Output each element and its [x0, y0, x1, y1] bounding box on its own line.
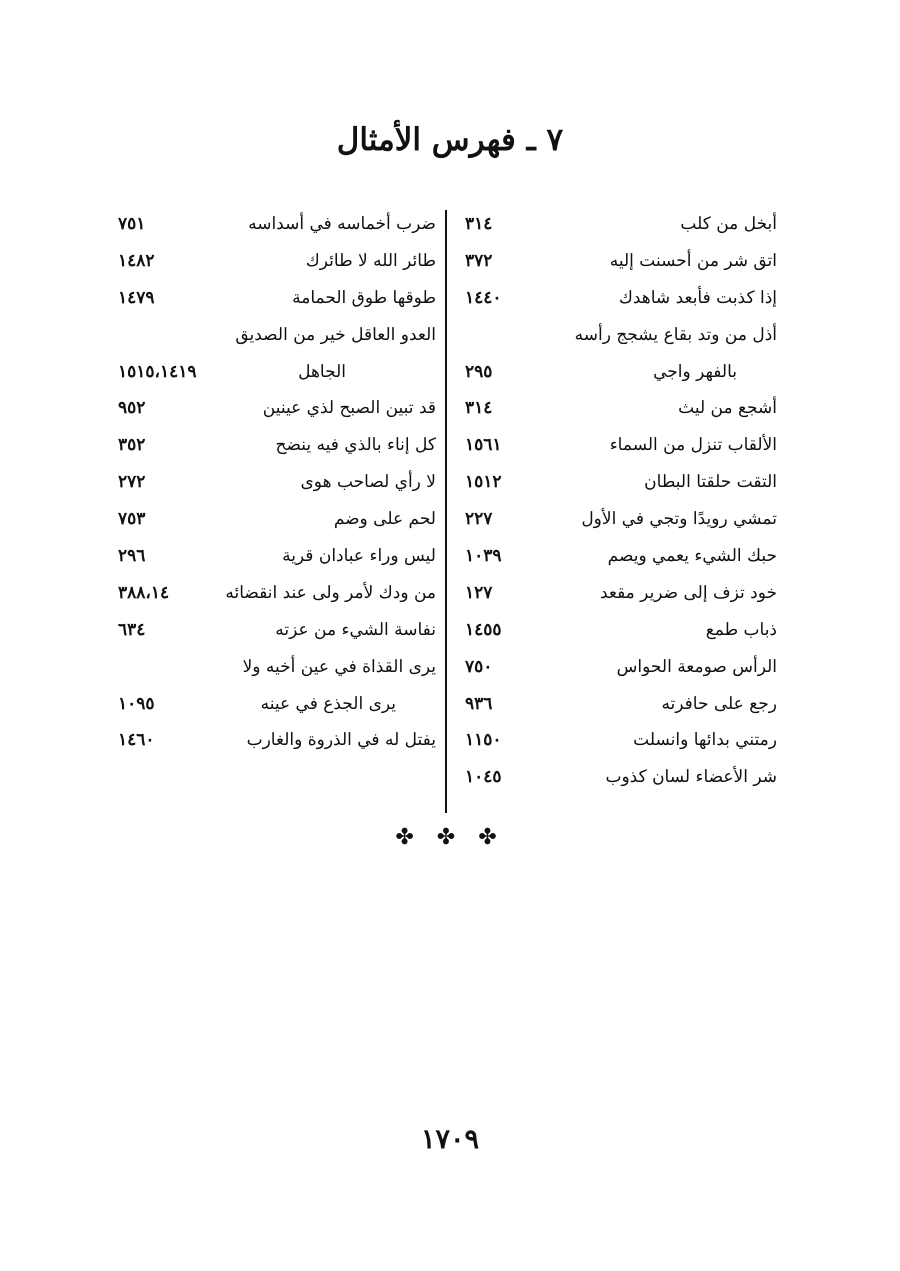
index-entry-continuation: [118, 686, 436, 723]
index-entry: [118, 206, 436, 243]
entry-page: ٢٩٥: [465, 361, 493, 382]
entry-page: ١٢٧: [465, 582, 493, 603]
page-title: ٧ ـ فهرس الأمثال: [336, 122, 564, 158]
index-entry: [455, 206, 777, 243]
entry-text: لا رأي لصاحب هوى: [300, 472, 436, 493]
entry-page: ٧٥٣: [118, 509, 146, 530]
entry-page: ٩٣٦: [465, 693, 493, 714]
column-divider: [445, 210, 447, 813]
entry-text: الألقاب تنزل من السماء: [609, 435, 777, 456]
entry-page: ١٥١٢: [465, 472, 502, 493]
entry-page: ٣١٤: [465, 398, 493, 419]
entry-text: اتق شر من أحسنت إليه: [609, 250, 777, 271]
entry-text: يرى الجذع في عينه: [260, 693, 396, 714]
entry-text: طائر الله لا طائرك: [305, 250, 436, 271]
index-entry: [455, 390, 777, 427]
entry-page: ١٤٦٠: [118, 730, 155, 751]
entry-text: لحم على وضم: [333, 509, 436, 530]
entry-page: ٢٧٢: [118, 472, 146, 493]
left-column: [118, 206, 436, 759]
index-entry: [455, 501, 777, 538]
entry-page: ٢٢٧: [465, 509, 493, 530]
entry-page: ١٥٦١: [465, 435, 502, 456]
entry-text: تمشي رويدًا وتجي في الأول: [581, 509, 777, 530]
entry-page: ١٠٣٩: [465, 546, 502, 567]
entry-page: ١٠٩٥: [118, 693, 155, 714]
index-entry: [455, 649, 777, 686]
index-entry: [455, 243, 777, 280]
entry-page: ١٤٤٠: [465, 287, 502, 308]
entry-page: ١٤٥٥: [465, 619, 502, 640]
entry-page: ٣٧٢: [465, 250, 493, 271]
entry-text: الرأس صومعة الحواس: [616, 656, 777, 677]
entry-page: ١٤٧٩: [118, 287, 155, 308]
entry-text: ليس وراء عبادان قرية: [282, 546, 436, 567]
index-entry: [455, 427, 777, 464]
entry-page: ١٠٤٥: [465, 767, 502, 788]
entry-text: طوقها طوق الحمامة: [292, 287, 436, 308]
index-entry: [118, 575, 436, 612]
entry-text: الجاهل: [298, 361, 346, 382]
entry-text: رجع على حافرته: [661, 693, 777, 714]
index-entry: [455, 612, 777, 649]
index-entry: [118, 280, 436, 317]
entry-page: ٩٥٢: [118, 398, 146, 419]
entry-text: كل إناء بالذي فيه ينضح: [275, 435, 436, 456]
index-entry: [118, 427, 436, 464]
index-entry: [118, 243, 436, 280]
entry-page: ٢٩٦: [118, 546, 146, 567]
entry-text: شر الأعضاء لسان كذوب: [605, 767, 777, 788]
entry-text: يفتل له في الذروة والغارب: [246, 730, 436, 751]
index-entry: [118, 317, 436, 354]
entry-text: قد تبين الصبح لذي عينين: [262, 398, 436, 419]
entry-text: أشجع من ليث: [678, 398, 777, 419]
entry-text: التقت حلقتا البطان: [644, 472, 777, 493]
entry-text: يرى القذاة في عين أخيه ولا: [242, 656, 436, 677]
entry-page: ٦٣٤: [118, 619, 146, 640]
index-entry: [118, 538, 436, 575]
entry-text: أذل من وتد بقاع يشجج رأسه: [574, 324, 777, 345]
entry-page: ١١٥٠: [465, 730, 502, 751]
index-entry: [455, 575, 777, 612]
entry-text: العدو العاقل خير من الصديق: [235, 324, 436, 345]
entry-text: ضرب أخماسه في أسداسه: [248, 214, 436, 234]
page-number: ١٧٠٩: [420, 1124, 479, 1155]
entry-text: حبك الشيء يعمي ويصم: [607, 546, 777, 567]
entry-text: إذا كذبت فأبعد شاهدك: [618, 287, 777, 308]
index-entry-continuation: [455, 354, 777, 391]
index-entry: [455, 722, 777, 759]
index-entry: [455, 317, 777, 354]
index-entry: [118, 722, 436, 759]
index-entry: [118, 464, 436, 501]
entry-page: ٣١٤: [465, 214, 493, 234]
entry-text: نفاسة الشيء من عزته: [275, 619, 436, 640]
index-entry-continuation: [118, 354, 436, 391]
index-entry: [455, 280, 777, 317]
entry-text: بالفهر واجي: [653, 361, 737, 382]
index-entry: [118, 649, 436, 686]
entry-text: ذباب طمع: [705, 619, 777, 640]
entry-text: رمتني بدائها وانسلت: [633, 730, 777, 751]
entry-text: من ودك لأمر ولى عند انقضائه: [225, 582, 436, 603]
entry-page: ٣٥٢: [118, 435, 146, 456]
entry-page: ٣٨٨،١٤: [118, 582, 170, 603]
entry-page: ١٤٨٢: [118, 250, 155, 271]
ornament-divider: ✤ ✤ ✤: [395, 825, 505, 850]
index-entry: [118, 390, 436, 427]
index-entry: [118, 501, 436, 538]
index-entry: [118, 612, 436, 649]
index-entry: [455, 538, 777, 575]
entry-text: خود تزف إلى ضرير مقعد: [599, 582, 777, 603]
index-entry: [455, 759, 777, 796]
entry-page: ٧٥١: [118, 214, 146, 234]
index-entry: [455, 464, 777, 501]
entry-page: ٧٥٠: [465, 656, 493, 677]
right-column: [455, 206, 777, 796]
entry-text: أبخل من كلب: [680, 214, 777, 234]
entry-page: ١٥١٥،١٤١٩: [118, 361, 197, 382]
index-entry: [455, 686, 777, 723]
